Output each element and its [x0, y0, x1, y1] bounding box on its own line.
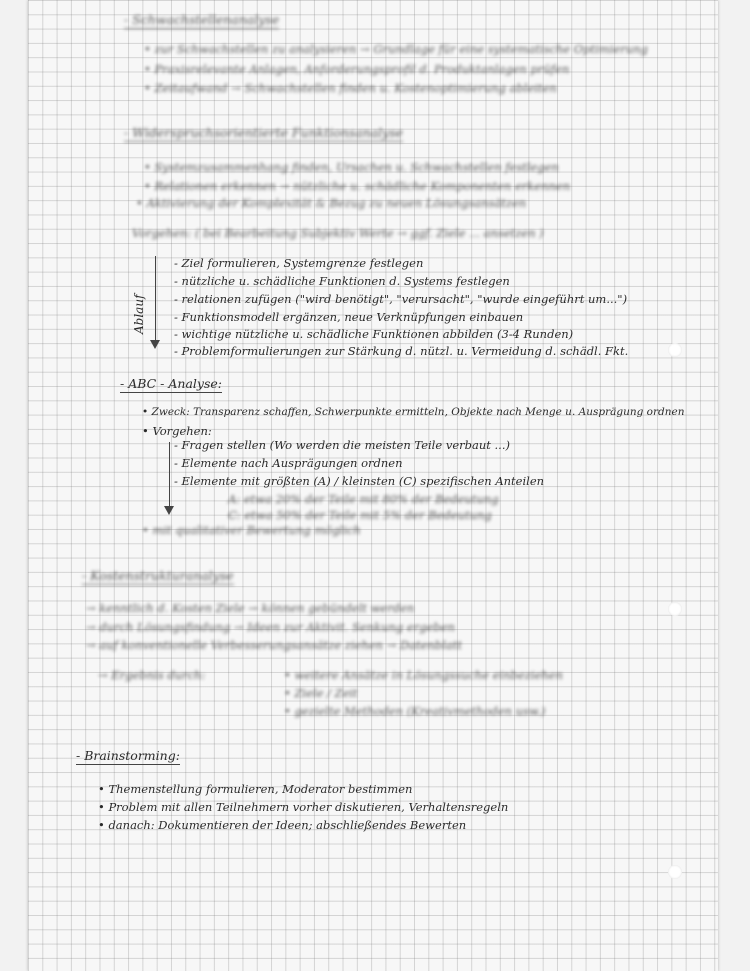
brainstorming-item: • Problem mit allen Teilnehmern vorher diskutieren, Verhaltensregeln: [98, 800, 509, 814]
abc-zweck: • Zweck: Transparenz schaffen, Schwerpunkte ermitteln, Objekte nach Menge u. Ausprägung ordnen: [142, 406, 685, 418]
abc-arrow-head-icon: [164, 506, 174, 515]
ablauf-arrow-line: [155, 256, 156, 342]
punch-hole: [668, 602, 682, 616]
blurred-abc-a: A: etwa 20% der Teile mit 80% der Bedeutung: [228, 492, 499, 506]
abc-step: - Elemente mit größten (A) / kleinsten (C) spezifischen Anteilen: [174, 474, 545, 488]
abc-step: - Fragen stellen (Wo werden die meisten Teile verbaut ...): [174, 438, 510, 452]
brainstorming-heading: - Brainstorming:: [76, 748, 180, 763]
ablauf-step: - Funktionsmodell ergänzen, neue Verknüpfungen einbauen: [174, 310, 524, 324]
punch-hole: [668, 343, 682, 357]
notebook-page: [28, 0, 718, 971]
blurred-ergebnis-item: • gezielte Methoden (Kreativmethoden usw.): [284, 704, 546, 718]
ablauf-side-label: Ablauf: [132, 294, 146, 334]
brainstorming-item: • Themenstellung formulieren, Moderator bestimmen: [98, 782, 413, 796]
blurred-line: • Zeitaufwand → Schwachstellen finden u. Kostenoptimierung ableiten: [144, 81, 557, 95]
abc-arrow-line: [169, 442, 170, 508]
blurred-line: • Relationen erkennen → nützliche u. schädliche Komponenten erkennen: [144, 179, 571, 193]
blurred-ergebnis-label: → Ergebnis durch:: [98, 668, 206, 682]
blurred-vorgehen: Vorgehen: ( bei Bearbeitung Subjektiv Werte → ggf. Ziele ... ansetzen ): [132, 226, 544, 240]
blurred-line: → auf konventionelle Verbesserungsansätze ziehen → Datenblatt: [86, 638, 462, 652]
abc-vorgehen-label: • Vorgehen:: [142, 424, 212, 438]
brainstorming-item: • danach: Dokumentieren der Ideen; abschließendes Bewerten: [98, 818, 467, 832]
blurred-line: • Aktivierung der Komplexität & Bezug zu neuen Lösungsansätzen: [136, 196, 527, 210]
ablauf-step: - relationen zufügen ("wird benötigt", "verursacht", "wurde eingeführt um..."): [174, 292, 628, 306]
blurred-line: • Systemzusammenhang finden, Ursachen u. Schwachstellen festlegen: [144, 160, 559, 174]
abc-step: - Elemente nach Ausprägungen ordnen: [174, 456, 403, 470]
blurred-line: → kenntlich d. Kosten Ziele → können gebündelt werden: [86, 601, 415, 615]
blurred-abc-c: C: etwa 50% der Teile mit 5% der Bedeutung: [228, 508, 492, 522]
blurred-heading-schwachstellen: - Schwachstellenanalyse: [124, 12, 280, 27]
ablauf-step: - wichtige nützliche u. schädliche Funktionen abbilden (3-4 Runden): [174, 327, 574, 341]
punch-hole: [668, 865, 682, 879]
ablauf-arrow-head-icon: [150, 340, 160, 349]
blurred-line: • zur Schwachstellen zu analysieren → Grundlage für eine systematische Optimierung: [144, 42, 648, 56]
abc-heading: - ABC - Analyse:: [120, 376, 222, 391]
ablauf-step: - nützliche u. schädliche Funktionen d. Systems festlegen: [174, 274, 510, 288]
blurred-ergebnis-item: • Ziele / Zeit: [284, 686, 358, 700]
blurred-line: → durch Lösungsfindung → Ideen zur Aktivit. Senkung ergeben: [86, 620, 455, 634]
blurred-abc-tail: • mit qualitativer Bewertung möglich: [142, 523, 361, 537]
blurred-line: • Praxisrelevante Anlagen, Anforderungsprofil d. Produktanlagen prüfen: [144, 62, 570, 76]
ablauf-step: - Ziel formulieren, Systemgrenze festlegen: [174, 256, 424, 270]
blurred-heading-funktionsanalyse: - Widerspruchsorientierte Funktionsanalyse: [124, 125, 404, 140]
ablauf-step: - Problemformulierungen zur Stärkung d. nützl. u. Vermeidung d. schädl. Fkt.: [174, 344, 629, 358]
blurred-heading-kosten: - Kostenstrukturanalyse: [82, 568, 234, 583]
blurred-ergebnis-item: • weitere Ansätze in Lösungssuche einbeziehen: [284, 668, 563, 682]
